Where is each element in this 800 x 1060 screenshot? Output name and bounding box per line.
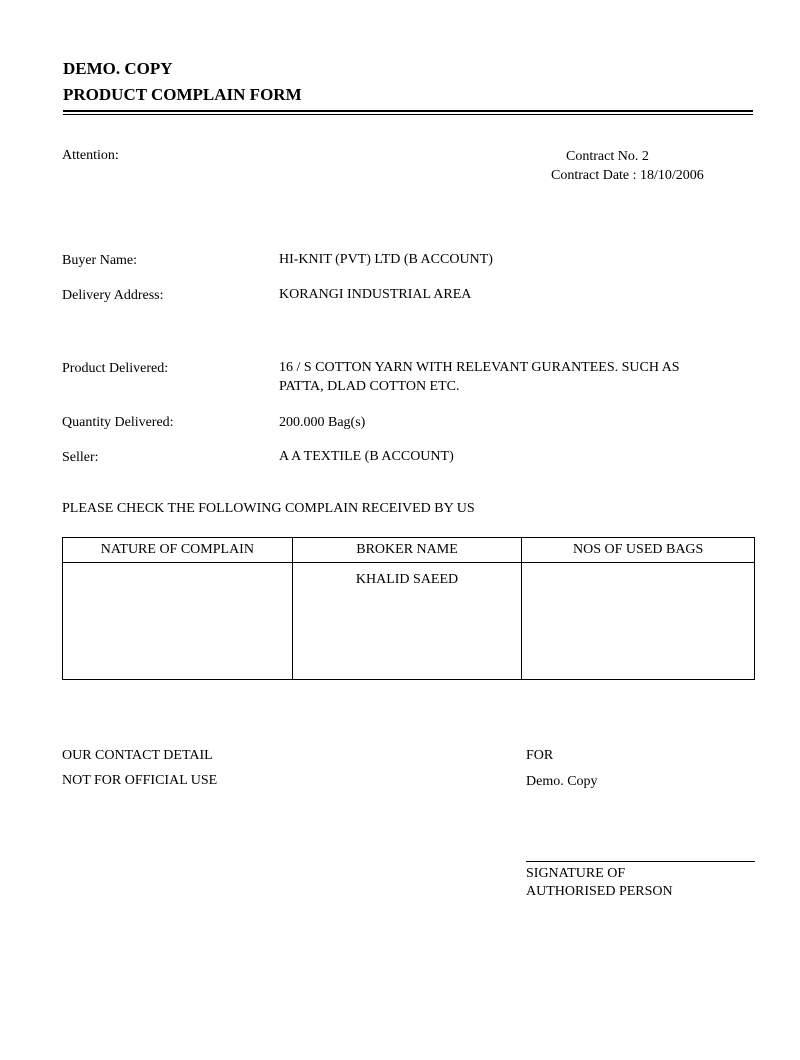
cell-bags [522, 563, 755, 680]
form-title: PRODUCT COMPLAIN FORM [63, 85, 302, 104]
product-value-line1: 16 / S COTTON YARN WITH RELEVANT GURANTEES. SUCH AS [279, 360, 680, 375]
signature-line [526, 861, 755, 862]
seller-label: Seller: [62, 450, 99, 465]
quantity-value: 200.000 Bag(s) [279, 415, 366, 430]
quantity-label: Quantity Delivered: [62, 415, 174, 430]
column-header-nature: NATURE OF COMPLAIN [63, 538, 293, 563]
attention-label: Attention: [62, 148, 119, 163]
header-rule-thick [63, 110, 753, 112]
signature-label-line1: SIGNATURE OF [526, 866, 626, 881]
product-label: Product Delivered: [62, 361, 169, 376]
contract-date: Contract Date : 18/10/2006 [551, 168, 704, 183]
for-label: FOR [526, 748, 554, 763]
demo-copy-title: DEMO. COPY [63, 59, 173, 78]
buyer-label: Buyer Name: [62, 253, 138, 268]
table-row [63, 563, 755, 680]
instruction-text: PLEASE CHECK THE FOLLOWING COMPLAIN RECEIVED BY US [62, 501, 475, 516]
buyer-value: HI-KNIT (PVT) LTD (B ACCOUNT) [279, 252, 493, 267]
header-rule-thin [63, 114, 753, 115]
for-company: Demo. Copy [526, 774, 598, 789]
seller-value: A A TEXTILE (B ACCOUNT) [279, 449, 454, 464]
cell-nature [63, 563, 293, 680]
contact-detail: OUR CONTACT DETAIL [62, 748, 213, 763]
signature-label-line2: AUTHORISED PERSON [526, 884, 673, 899]
table-header-row [63, 538, 755, 563]
column-header-bags: NOS OF USED BAGS [522, 538, 755, 563]
address-label: Delivery Address: [62, 288, 164, 303]
not-official-use: NOT FOR OFFICIAL USE [62, 773, 218, 788]
column-header-broker: BROKER NAME [292, 538, 522, 563]
product-value-line2: PATTA, DLAD COTTON ETC. [279, 379, 460, 394]
complain-table [62, 537, 755, 680]
contract-number: Contract No. 2 [566, 149, 649, 164]
cell-broker: KHALID SAEED [292, 563, 522, 680]
address-value: KORANGI INDUSTRIAL AREA [279, 287, 472, 302]
